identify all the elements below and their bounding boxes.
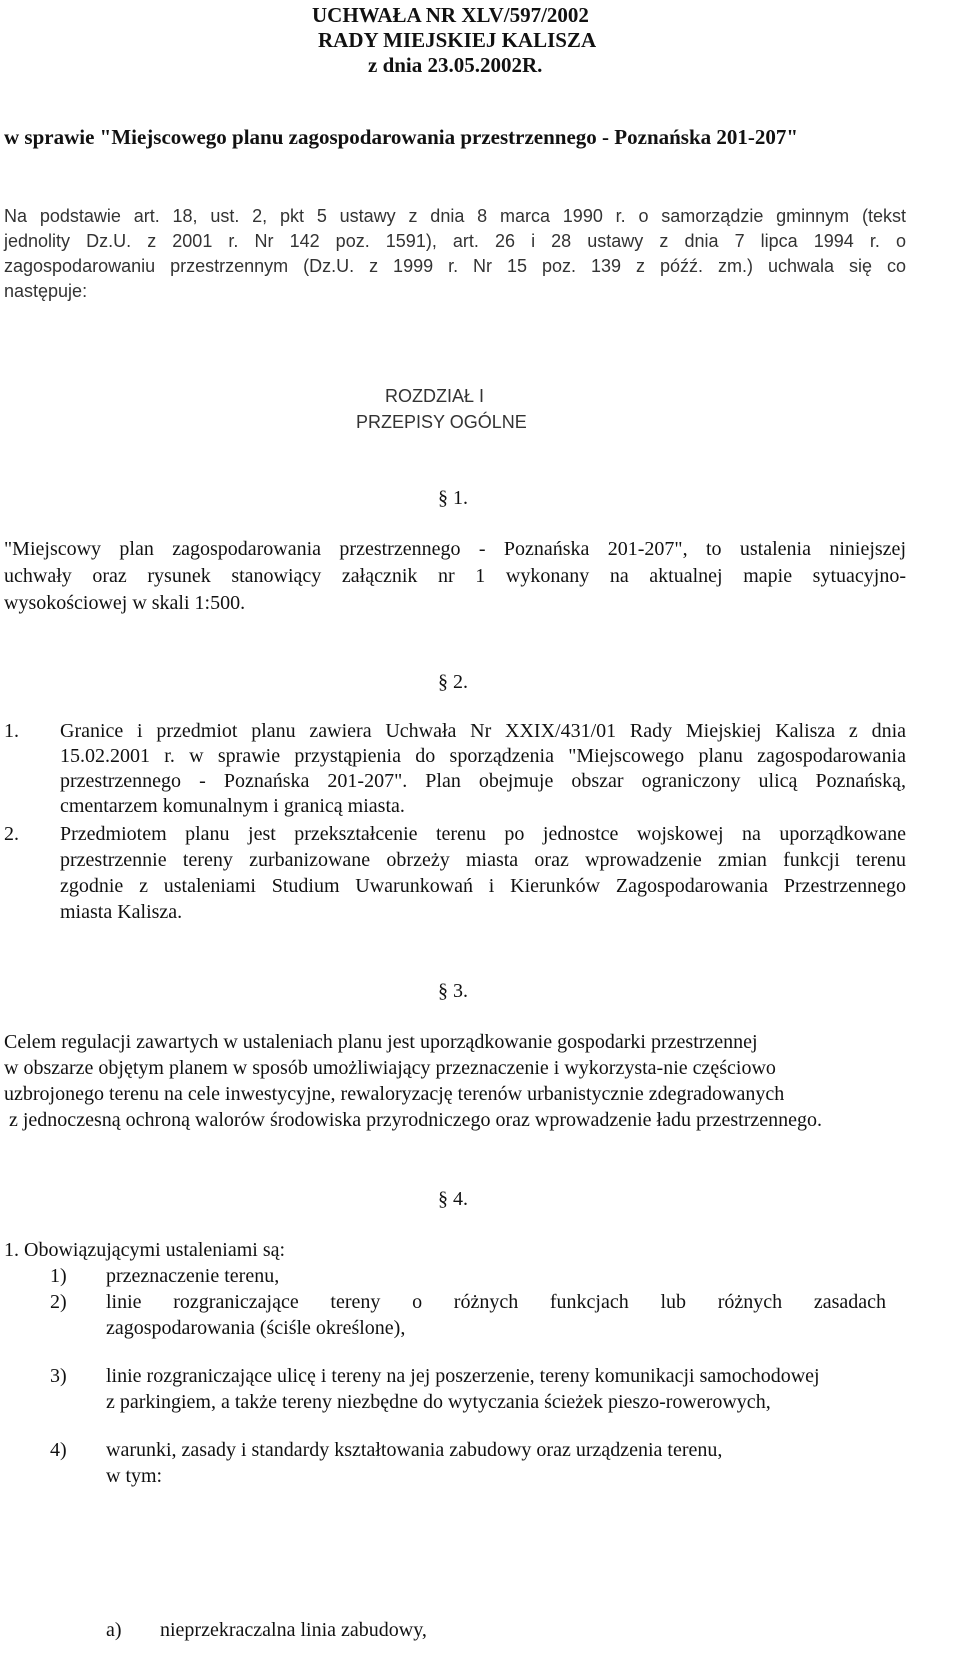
p2-item-2-number: 2. — [4, 823, 19, 845]
p4-subitem-a-letter: a) — [106, 1619, 122, 1641]
paragraph-1-line-1: "Miejscowy plan zagospodarowania przestrzennego - Poznańska 201-207", to ustalenia niniejszej — [4, 538, 906, 560]
p2-item-2-line-1: Przedmiotem planu jest przekształcenie terenu po jednostce wojskowej na uporządkowane — [60, 823, 906, 845]
preamble-line-4: następuje: — [4, 281, 88, 301]
council-name: RADY MIEJSKIEJ KALISZA — [318, 28, 597, 52]
paragraph-3-line-4: z jednoczesną ochroną walorów środowiska przyrodniczego oraz wprowadzenie ładu przestrzennego. — [4, 1109, 822, 1131]
paragraph-1-line-2: uchwały oraz rysunek stanowiący załącznik nr 1 wykonany na aktualnej mapie sytuacyjno- — [4, 565, 906, 587]
p2-item-1-line-4: cmentarzem komunalnym i granicą miasta. — [60, 795, 405, 817]
p2-item-2-line-4: miasta Kalisza. — [60, 901, 183, 923]
p4-item-3-number: 3) — [50, 1365, 67, 1387]
p4-subitem-a-text: nieprzekraczalna linia zabudowy, — [160, 1619, 427, 1641]
chapter-subtitle: PRZEPISY OGÓLNE — [356, 412, 527, 432]
resolution-number: UCHWAŁA NR XLV/597/2002 — [312, 3, 589, 27]
p4-item-1-number: 1) — [50, 1265, 67, 1287]
paragraph-1-line-3: wysokościowej w skali 1:500. — [4, 592, 246, 614]
p2-item-1-line-3: przestrzennego - Poznańska 201-207". Plan obejmuje obszar ograniczony ulicą Poznańską, — [60, 770, 906, 792]
p4-item-2-number: 2) — [50, 1291, 67, 1313]
paragraph-3-line-1: Celem regulacji zawartych w ustaleniach planu jest uporządkowanie gospodarki przestrzennej — [4, 1031, 758, 1053]
paragraph-2-mark: § 2. — [438, 671, 468, 693]
paragraph-4-mark: § 4. — [438, 1188, 468, 1210]
paragraph-1-mark: § 1. — [438, 487, 468, 509]
preamble-line-2: jednolity Dz.U. z 2001 r. Nr 142 poz. 1591), art. 26 i 28 ustawy z dnia 7 lipca 1994 r. o — [4, 231, 906, 251]
p4-item-3-line-2: z parkingiem, a także tereny niezbędne do wytyczania ścieżek pieszo-rowerowych, — [106, 1391, 771, 1413]
p2-item-2-line-3: zgodnie z ustaleniami Studium Uwarunkowań i Kierunków Zagospodarowania Przestrzennego — [60, 875, 906, 897]
paragraph-3-line-3: uzbrojonego terenu na cele inwestycyjne, rewaloryzację terenów urbanistycznie zdegradowanych — [4, 1083, 785, 1105]
p4-item-2-line-1: linie rozgraniczające tereny o różnych funkcjach lub różnych zasadach — [106, 1291, 886, 1313]
p4-item-2-line-2: zagospodarowania (ściśle określone), — [106, 1317, 406, 1339]
paragraph-3-line-2: w obszarze objętym planem w sposób umożliwiający przeznaczenie i wykorzysta-nie częściowo — [4, 1057, 776, 1079]
p4-item-4-number: 4) — [50, 1439, 67, 1461]
preamble-line-1: Na podstawie art. 18, ust. 2, pkt 5 ustawy z dnia 8 marca 1990 r. o samorządzie gminnym (tekst — [4, 206, 906, 226]
p4-item-4-line-2: w tym: — [106, 1465, 163, 1487]
chapter-title: ROZDZIAŁ I — [385, 386, 485, 406]
preamble-line-3: zagospodarowaniu przestrzennym (Dz.U. z 1999 r. Nr 15 poz. 139 z późź. zm.) uchwala się co — [4, 256, 906, 276]
p4-item-4-line-1: warunki, zasady i standardy kształtowania zabudowy oraz urządzenia terenu, — [106, 1439, 723, 1461]
p4-item-3-line-1: linie rozgraniczające ulicę i tereny na jej poszerzenie, tereny komunikacji samochodowej — [106, 1365, 820, 1387]
paragraph-4-intro: 1. Obowiązującymi ustaleniami są: — [4, 1239, 286, 1261]
p2-item-1-line-2: 15.02.2001 r. w sprawie przystąpienia do sporządzenia "Miejscowego planu zagospodarowania — [60, 745, 906, 767]
p2-item-2-line-2: przestrzennie tereny zurbanizowane obrzeży miasta oraz wprowadzenie zmian funkcji terenu — [60, 849, 906, 871]
p4-item-1-line-1: przeznaczenie terenu, — [106, 1265, 280, 1287]
p2-item-1-line-1: Granice i przedmiot planu zawiera Uchwała Nr XXIX/431/01 Rady Miejskiej Kalisza z dnia — [60, 720, 906, 742]
resolution-date: z dnia 23.05.2002R. — [368, 53, 543, 77]
resolution-subject: w sprawie "Miejscowego planu zagospodarowania przestrzennego - Poznańska 201-207" — [4, 125, 799, 149]
paragraph-3-mark: § 3. — [438, 980, 468, 1002]
p2-item-1-number: 1. — [4, 720, 19, 742]
